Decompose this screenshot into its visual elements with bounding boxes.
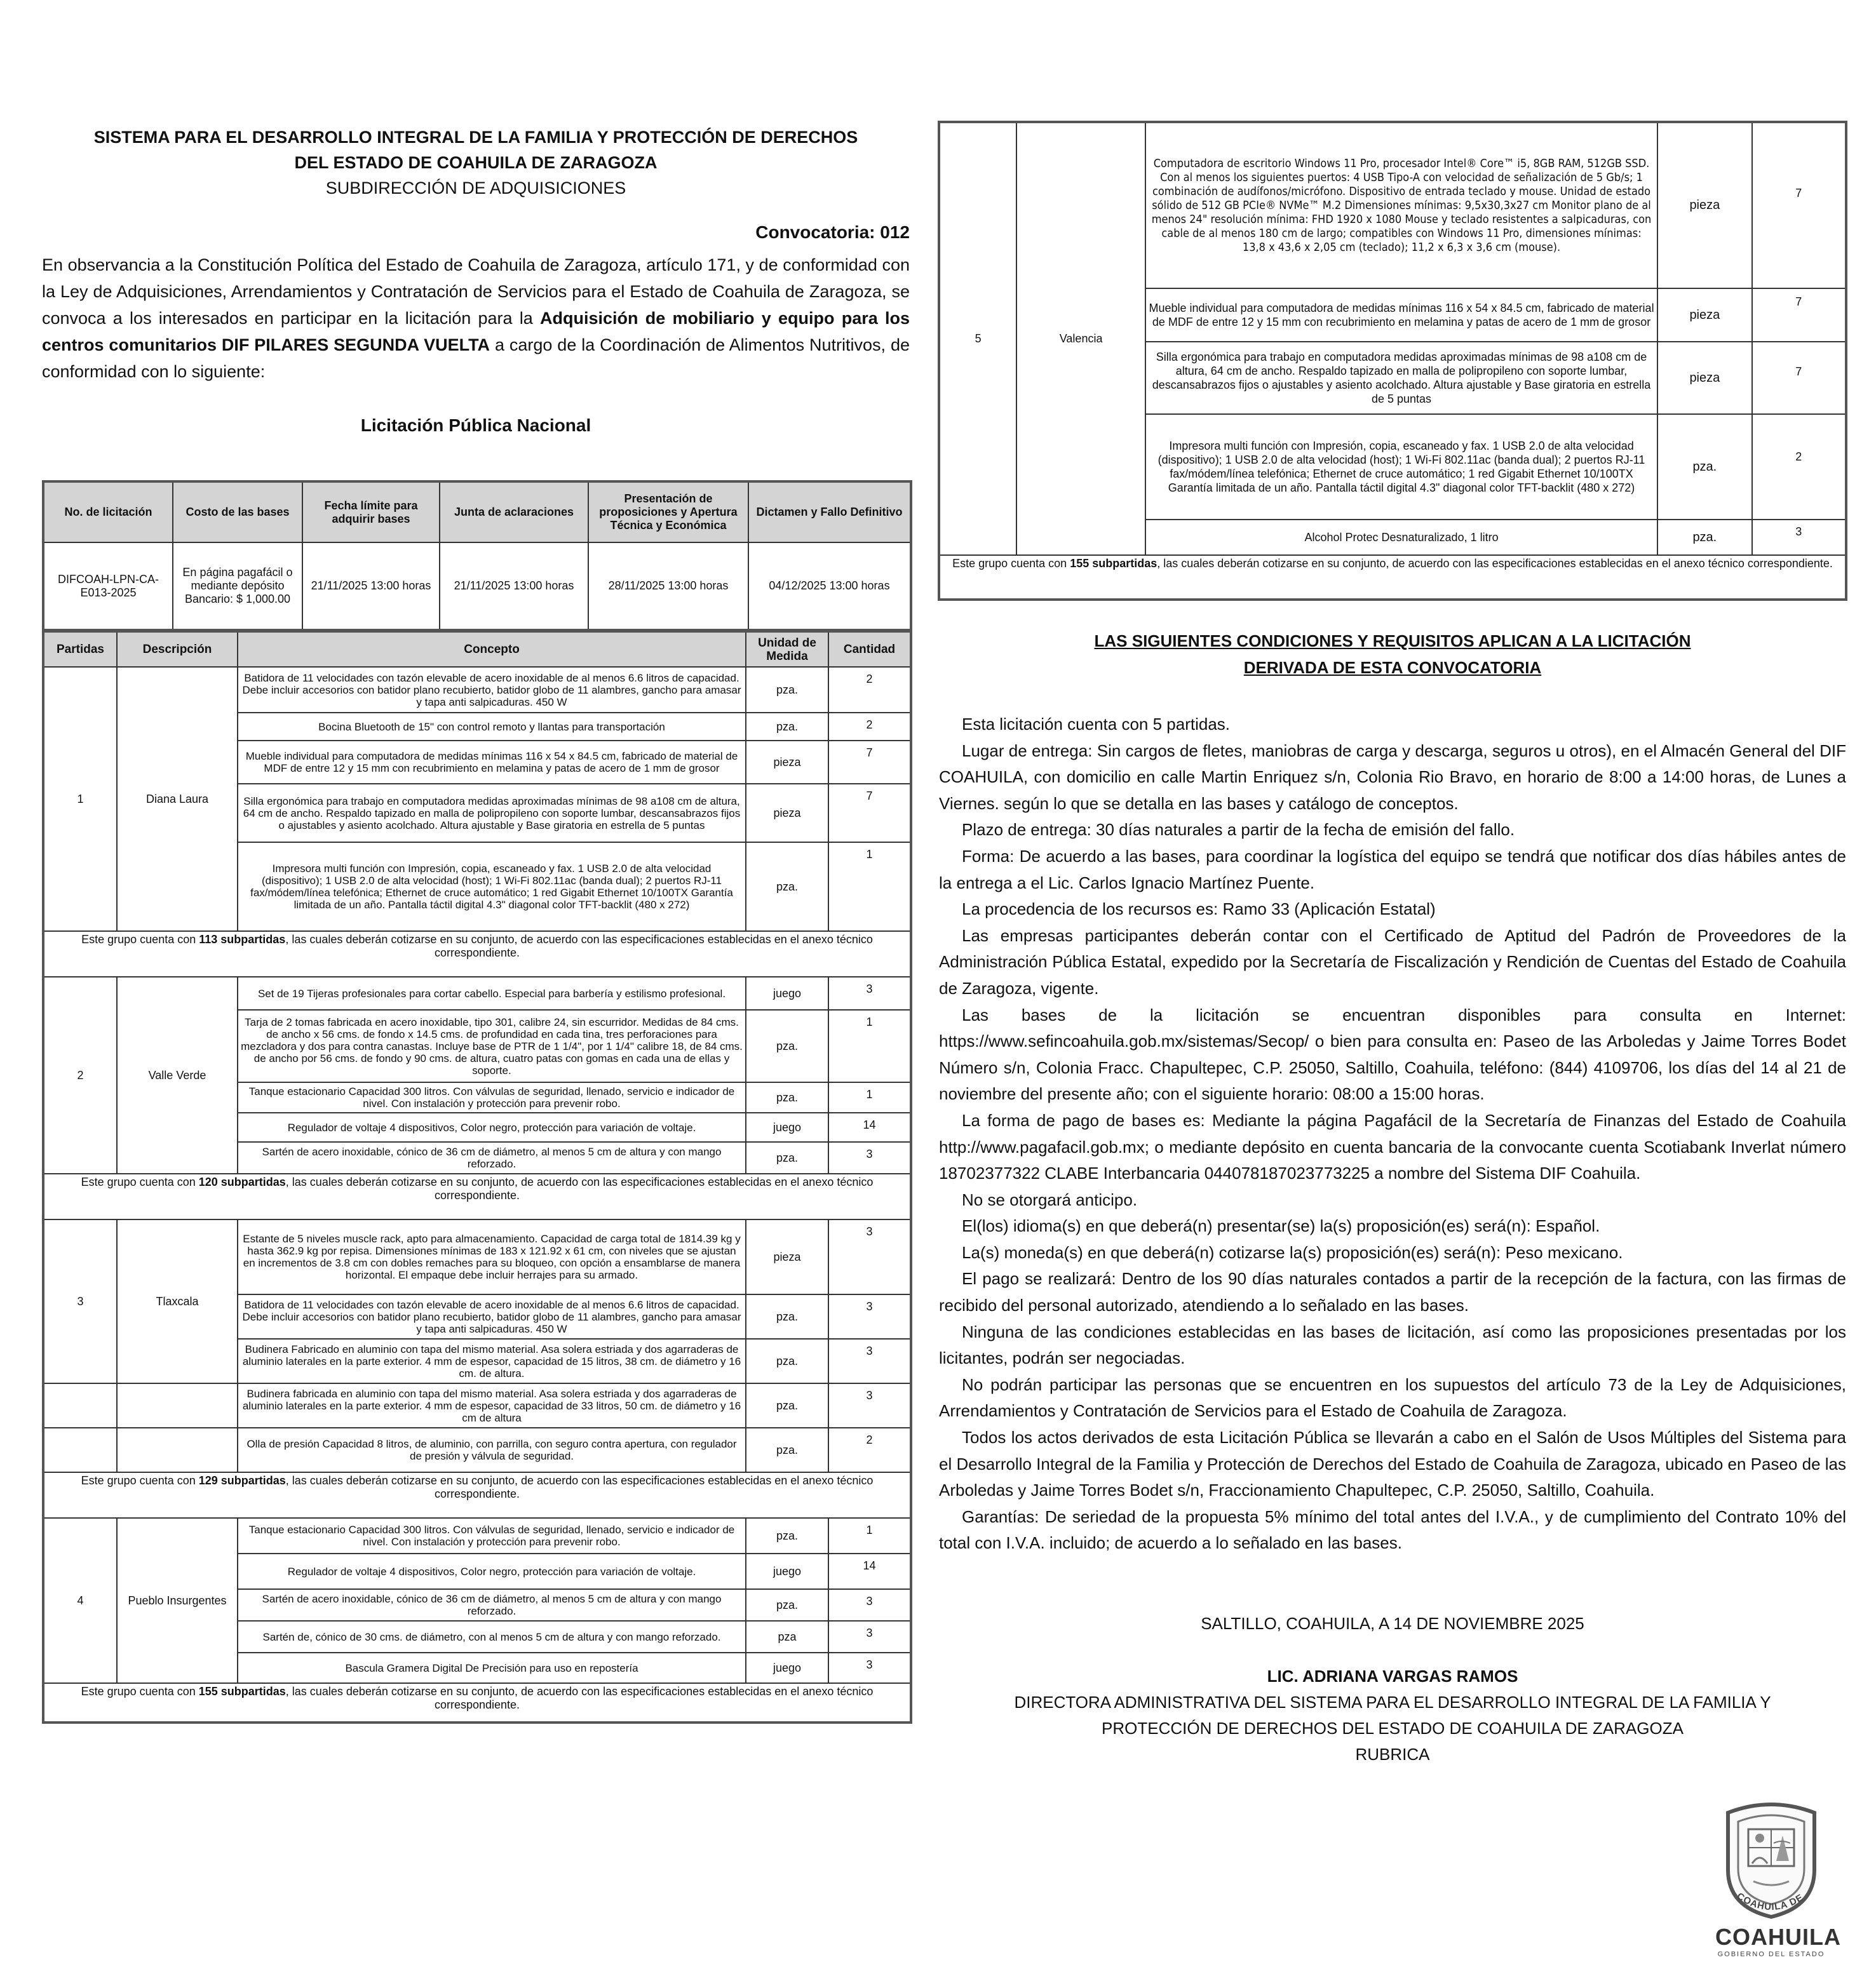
- quantity-cell: 3: [828, 1142, 911, 1174]
- note-text: , las cuales deberán cotizarse en su conjunto, de acuerdo con las especificaciones establecidas en el anexo técnico correspondiente.: [285, 1176, 874, 1202]
- unit-cell: pza.: [746, 1589, 828, 1621]
- partida-description: Valle Verde: [117, 977, 238, 1174]
- concept-cell: Mueble individual para computadora de medidas mínimas 116 x 54 x 84.5 cm, fabricado de material de MDF de entre 12 y 15 mm con recubrimiento en melamina y patas de acero de 1 mm de grosor: [238, 741, 746, 784]
- unit-cell: pieza: [1657, 288, 1751, 342]
- empty-cell: [117, 1428, 238, 1472]
- concept-cell: Impresora multi función con Impresión, copia, escaneado y fax. 1 USB 2.0 de alta velocidad (dispositivo); 1 USB 2.0 de alta velocidad (host); 1 Wi-Fi 802.11ac (banda dual); 2 puertos RJ-11 fax/módem/línea telefónica; Ethernet de cruce automático; 1 red Gigabit Ethernet 10/100TX Garantía limitada de un año. Pantalla táctil digital 4.3" diagonal color TFT-backlit (480 x 272): [238, 842, 746, 931]
- empty-cell: [43, 1428, 117, 1472]
- condition-paragraph: Lugar de entrega: Sin cargos de fletes, maniobras de carga y descarga, seguros u otros), en el Almacén General del DIF COAHUILA, con domicilio en calle Martin Enriquez s/n, Colonia Rio Bravo, en horario de 8:00 a 14:00 horas, de Lunes a Viernes. según lo que se detalla en las bases y catálogo de conceptos.: [939, 741, 1846, 813]
- quantity-cell: 3: [828, 1339, 911, 1383]
- partida-description: Tlaxcala: [117, 1219, 238, 1383]
- condition-paragraph: El(los) idioma(s) en que deberá(n) presentar(se) la(s) proposición(es) será(n): Español.: [962, 1216, 1600, 1236]
- concept-cell: Alcohol Protec Desnaturalizado, 1 litro: [1145, 520, 1657, 555]
- note-text: Este grupo cuenta con: [81, 933, 199, 946]
- licitacion-data-row: [43, 542, 911, 630]
- group-note-row: [43, 1683, 911, 1723]
- concept-cell: Silla ergonómica para trabajo en computadora medidas aproximadas mínimas de 98 a108 cm de altura, 64 cm de ancho. Respaldo tapizado en malla de polipropileno con soporte lumbar, descansabrazos fijos o ajustables y asiento acolchado. Altura ajustable y Base giratoria en estrella de 5 puntas: [1145, 342, 1657, 414]
- concept-cell: Set de 19 Tijeras profesionales para cortar cabello. Especial para barbería y estilismo profesional.: [238, 977, 746, 1010]
- conditions-title-line2: DERIVADA DE ESTA CONVOCATORIA: [1243, 658, 1542, 677]
- note-subpartidas: 113 subpartidas: [199, 933, 286, 946]
- concept-cell: Regulador de voltaje 4 dispositivos, Color negro, protección para variación de voltaje.: [238, 1113, 746, 1142]
- place-date: SALTILLO, COAHUILA, A 14 DE NOVIEMBRE 2025: [1201, 1614, 1584, 1633]
- col-header: Fecha límite para adquirir bases: [302, 481, 440, 542]
- note-subpartidas: 155 subpartidas: [198, 1685, 286, 1698]
- partida-description: Valencia: [1016, 122, 1145, 555]
- condition-paragraph: Todos los actos derivados de esta Licitación Pública se llevarán a cabo en el Salón de Usos Múltiples del Sistema para el Desarrollo Integral de la Familia y Protección de Derechos del Estado de Coahuila de Zaragoza, ubicado en Paseo de las Arboledas y Jaime Torres Bodet s/n, Fraccionamiento Chapultepec, C.P. 25050, Saltillo, Coahuila.: [939, 1428, 1846, 1500]
- concept-cell: Olla de presión Capacidad 8 litros, de aluminio, con parrilla, con seguro contra apertura, con regulador de presión y válvula de seguridad.: [238, 1428, 746, 1472]
- unit-cell: pza.: [746, 1142, 828, 1174]
- rubrica: RUBRICA: [1355, 1745, 1430, 1764]
- unit-cell: pieza: [1657, 342, 1751, 414]
- quantity-cell: 7: [1752, 122, 1846, 288]
- partida-number: 2: [43, 977, 117, 1174]
- coahuila-logo: [1715, 1800, 1841, 1965]
- table-row: [43, 1383, 911, 1428]
- concept-cell: Bocina Bluetooth de 15" con control remoto y llantas para transportación: [238, 713, 746, 741]
- group-note: [43, 1683, 911, 1723]
- table-row: [43, 977, 911, 1010]
- quantity-cell: 3: [828, 1294, 911, 1339]
- concept-cell: Batidora de 11 velocidades con tazón elevable de acero inoxidable de al menos 6.6 litros de capacidad. Debe incluir accesorios con batidor plano recubierto, batidor globo de 11 alambres, gancho para amasar y tapa anti salpicaduras. 450 W: [238, 1294, 746, 1339]
- signer-role-line2: PROTECCIÓN DE DERECHOS DEL ESTADO DE COAHUILA DE ZARAGOZA: [1102, 1719, 1684, 1738]
- col-header: Cantidad: [828, 631, 911, 667]
- partida-description: Pueblo Insurgentes: [117, 1518, 238, 1683]
- quantity-cell: 3: [828, 1621, 911, 1653]
- empty-cell: [43, 1383, 117, 1428]
- unit-cell: pza.: [746, 1383, 828, 1428]
- concept-cell: Computadora de escritorio Windows 11 Pro, procesador Intel® Core™ i5, 8GB RAM, 512GB SSD. Con al menos los siguientes puertos: 4 USB Tipo-A con velocidad de señalización de 5 Gb/s; 1 combinación de audífonos/micrófono. Dispositivo de entrada teclado y mouse. Unidad de estado sólido de 512 GB PCIe® NVMe™ M.2 Dimensiones mínimas: 9,5x30,3x27 cm Monitor plano de al menos 24" resolución mínima: FHD 1920 x 1080 Mouse y teclado resistentes a salpicaduras, con cable de al menos 180 cm de largo; compatibles con Windows 11 Pro, dimensiones mínimas: 13,8 x 43,6 x 2,05 cm (teclado); 11,2 x 6,3 x 3,6 cm (mouse).: [1145, 122, 1657, 288]
- group-note-row: [43, 931, 911, 977]
- unit-cell: pza.: [746, 1082, 828, 1113]
- quantity-cell: 3: [828, 1653, 911, 1683]
- quantity-cell: 14: [828, 1113, 911, 1142]
- quantity-cell: 14: [828, 1554, 911, 1589]
- quantity-cell: 1: [828, 1518, 911, 1554]
- group-note-row: [939, 555, 1846, 600]
- quantity-cell: 7: [1752, 342, 1846, 414]
- unit-cell: pieza: [746, 1219, 828, 1294]
- condition-paragraph: Ninguna de las condiciones establecidas en las bases de licitación, así como las proposiciones presentadas por los licitantes, podrán ser negociadas.: [939, 1322, 1846, 1368]
- table-row: [939, 122, 1846, 288]
- ruling-date: 04/12/2025 13:00 horas: [748, 542, 911, 630]
- licitacion-number: DIFCOAH-LPN-CA-E013-2025: [43, 542, 173, 630]
- col-header: Costo de las bases: [173, 481, 302, 542]
- partida-5-table: [938, 121, 1847, 601]
- unit-cell: pieza: [746, 784, 828, 842]
- concept-cell: Budinera Fabricado en aluminio con tapa del mismo material. Asa solera estriada y dos agarraderas de aluminio laterales en la parte exterior. 4 mm de espesor, capacidad de 15 litros, 38 cm. de diámetro y 16 cm. de altura.: [238, 1339, 746, 1383]
- unit-cell: pieza: [1657, 122, 1751, 288]
- condition-paragraph: Forma: De acuerdo a las bases, para coordinar la logística del equipo se tendrá que notificar dos días hábiles antes de la entrega a el Lic. Carlos Ignacio Martínez Puente.: [939, 846, 1846, 892]
- unit-cell: juego: [746, 1554, 828, 1589]
- condition-paragraph: La forma de pago de bases es: Mediante la página Pagafácil de la Secretaría de Finanzas del Estado de Coahuila http://www.pagafacil.gob.mx; o mediante depósito en cuenta bancaria de la convocante cuenta Scotiabank Inverlat número 18702377322 CLABE Interbancaria 044078187023773225 a nombre del Sistema DIF Coahuila.: [939, 1110, 1846, 1183]
- intro-paragraph: [42, 252, 910, 385]
- clarifications-date: 21/11/2025 13:00 horas: [440, 542, 588, 630]
- convocatoria-number: Convocatoria: 012: [755, 222, 910, 242]
- condition-paragraph: El pago se realizará: Dentro de los 90 días naturales contados a partir de la recepción de la factura, con las firmas de recibido del personal autorizado, atendiendo a lo señalado en las bases.: [939, 1269, 1846, 1315]
- logo-arc-text: COAHUILA DE: [1734, 1890, 1805, 1913]
- table-row: [43, 1518, 911, 1554]
- left-header: [42, 124, 910, 438]
- concept-cell: Tanque estacionario Capacidad 300 litros. Con válvulas de seguridad, llenado, servicio e indicador de nivel. Con instalación y protección para prevenir robo.: [238, 1518, 746, 1554]
- condition-paragraph: No podrán participar las personas que se encuentren en los supuestos del artículo 73 de la Ley de Adquisiciones, Arrendamientos y Contratación de Servicios para el Estado de Coahuila de Zaragoza.: [939, 1374, 1846, 1421]
- concept-cell: Budinera fabricada en aluminio con tapa del mismo material. Asa solera estriada y dos agarraderas de aluminio laterales en la parte exterior. 4 mm de espesor, capacidad de 33 litros, 50 cm. de diámetro y 16 cm de altura: [238, 1383, 746, 1428]
- quantity-cell: 2: [1752, 414, 1846, 520]
- intro-text-2: a cargo de la Coordinación de Alimentos Nutritivos, de conformidad con lo siguiente:: [42, 335, 910, 381]
- intro-text-bold: Adquisición de mobiliario y equipo para los centros comunitarios DIF PILARES SEGUNDA VUELTA: [42, 309, 910, 354]
- concept-cell: Sartén de acero inoxidable, cónico de 36 cm de diámetro, al menos 5 cm de altura y con mango reforzado.: [238, 1589, 746, 1621]
- quantity-cell: 7: [828, 741, 911, 784]
- col-header: Unidad de Medida: [746, 631, 828, 667]
- partida-number: 4: [43, 1518, 117, 1683]
- condition-paragraph: Esta licitación cuenta con 5 partidas.: [962, 715, 1231, 734]
- quantity-cell: 3: [1752, 520, 1846, 555]
- concept-cell: Estante de 5 niveles muscle rack, apto para almacenamiento. Capacidad de carga total de 1814.39 kg y hasta 362.9 kg por repisa. Dimensiones mínimas de 183 x 121.92 x 61 cm, con niveles que se ajustan en incrementos de 3.8 cm con dobles remaches para su bloqueo, con opción a ensamblarse de manera horizontal. El empaque debe incluir herrajes para su armado.: [238, 1219, 746, 1294]
- note-text: Este grupo cuenta con: [81, 1685, 199, 1698]
- col-header: Partidas: [43, 631, 117, 667]
- condition-paragraph: Garantías: De seriedad de la propuesta 5% mínimo del total antes del I.V.A., y de cumplimiento del Contrato 10% del total con I.V.A. incluido; de acuerdo a lo señalado en las bases.: [939, 1507, 1846, 1553]
- condition-paragraph: Las bases de la licitación se encuentran disponibles para consulta en Internet: https://www.sefincoahuila.gob.mx/sistemas/Secop/ o bien para consulta en: Paseo de las Arboledas y Jaime Torres Bodet Número s/n, Colonia Fracc. Chapultepec, C.P. 25050, Saltillo, Coahuila, teléfono: (844) 4109706, los días del 14 al 21 de noviembre del presente año; con el siguiente horario: 08:00 a 15:00 horas.: [939, 1005, 1846, 1104]
- unit-cell: pza.: [746, 713, 828, 741]
- logo-name: COAHUILA: [1715, 1924, 1841, 1950]
- quantity-cell: 3: [828, 1589, 911, 1621]
- unit-cell: juego: [746, 1113, 828, 1142]
- partidas-header-row: [43, 631, 911, 667]
- partida-number: 1: [43, 667, 117, 931]
- group-note: [43, 931, 911, 977]
- concept-cell: Sartén de acero inoxidable, cónico de 36 cm de diámetro, al menos 5 cm de altura y con mango reforzado.: [238, 1142, 746, 1174]
- group-note-row: [43, 1472, 911, 1518]
- note-subpartidas: 120 subpartidas: [198, 1176, 286, 1188]
- unit-cell: pza.: [746, 1339, 828, 1383]
- partida-description: Diana Laura: [117, 667, 238, 931]
- unit-cell: pza.: [746, 1294, 828, 1339]
- group-note: [43, 1472, 911, 1518]
- note-text: Este grupo cuenta con: [952, 557, 1070, 570]
- signer-name: LIC. ADRIANA VARGAS RAMOS: [1267, 1667, 1518, 1686]
- table-row: [43, 1219, 911, 1294]
- quantity-cell: 7: [828, 784, 911, 842]
- group-note: [939, 555, 1846, 600]
- col-header: No. de licitación: [43, 481, 173, 542]
- quantity-cell: 1: [828, 842, 911, 931]
- signer-role-line1: DIRECTORA ADMINISTRATIVA DEL SISTEMA PARA EL DESARROLLO INTEGRAL DE LA FAMILIA Y: [1014, 1693, 1771, 1712]
- licitacion-title: Licitación Pública Nacional: [360, 415, 591, 435]
- condition-paragraph: Las empresas participantes deberán contar con el Certificado de Aptitud del Padrón de Proveedores de la Administración Pública Estatal, expedido por la Secretaría de Fiscalización y Rendición de Cuentas del Estado de Coahuila de Zaragoza, vigente.: [939, 925, 1846, 998]
- unit-cell: pza.: [746, 1010, 828, 1082]
- unit-cell: pza.: [746, 842, 828, 931]
- empty-cell: [117, 1383, 238, 1428]
- note-text: Este grupo cuenta con: [81, 1474, 199, 1487]
- note-text: , las cuales deberán cotizarse en su conjunto, de acuerdo con las especificaciones establecidas en el anexo técnico correspondiente.: [285, 1685, 874, 1711]
- subdireccion-title: SUBDIRECCIÓN DE ADQUISICIONES: [325, 178, 626, 198]
- partida-number: 5: [939, 122, 1016, 555]
- quantity-cell: 2: [828, 1428, 911, 1472]
- org-title-line2: DEL ESTADO DE COAHUILA DE ZARAGOZA: [294, 153, 658, 172]
- concept-cell: Tanque estacionario Capacidad 300 litros. Con válvulas de seguridad, llenado, servicio e indicador de nivel. Con instalación y protección para prevenir robo.: [238, 1082, 746, 1113]
- concept-cell: Batidora de 11 velocidades con tazón elevable de acero inoxidable de al menos 6.6 litros de capacidad. Debe incluir accesorios con batidor plano recubierto, batidor globo de 11 alambres, gancho para amasar y tapa anti salpicaduras. 450 W: [238, 667, 746, 713]
- quantity-cell: 2: [828, 713, 911, 741]
- proposals-date: 28/11/2025 13:00 horas: [588, 542, 748, 630]
- note-subpartidas: 155 subpartidas: [1070, 557, 1157, 570]
- partida-number: 3: [43, 1219, 117, 1383]
- org-title-line1: SISTEMA PARA EL DESARROLLO INTEGRAL DE LA FAMILIA Y PROTECCIÓN DE DERECHOS: [93, 128, 858, 147]
- unit-cell: pza: [746, 1621, 828, 1653]
- note-text: , las cuales deberán cotizarse en su conjunto, de acuerdo con las especificaciones establecidas en el anexo técnico correspondiente.: [285, 1474, 874, 1500]
- conditions-body: [939, 711, 1846, 1557]
- quantity-cell: 3: [828, 1219, 911, 1294]
- col-header: Concepto: [238, 631, 746, 667]
- quantity-cell: 1: [828, 1082, 911, 1113]
- intro-text-1: En observancia a la Constitución Política del Estado de Coahuila de Zaragoza, artículo 171, y de conformidad con la Ley de Adquisiciones, Arrendamientos y Contratación de Servicios para el Estado de Coahuila de Zaragoza, se convoca a los interesados en participar en la licitación para la: [42, 255, 910, 328]
- logo-subtitle: GOBIERNO DEL ESTADO: [1717, 1951, 1825, 1958]
- unit-cell: pieza: [746, 741, 828, 784]
- concept-cell: Sartén de, cónico de 30 cms. de diámetro, con al menos 5 cm de altura y con mango reforzado.: [238, 1621, 746, 1653]
- condition-paragraph: Plazo de entrega: 30 días naturales a partir de la fecha de emisión del fallo.: [962, 820, 1515, 840]
- note-subpartidas: 129 subpartidas: [198, 1474, 286, 1487]
- concept-cell: Regulador de voltaje 4 dispositivos, Color negro, protección para variación de voltaje.: [238, 1554, 746, 1589]
- col-header: Junta de aclaraciones: [440, 481, 588, 542]
- unit-cell: juego: [746, 977, 828, 1010]
- unit-cell: juego: [746, 1653, 828, 1683]
- licitacion-header-row: [43, 481, 911, 542]
- concept-cell: Silla ergonómica para trabajo en computadora medidas aproximadas mínimas de 98 a108 cm de altura, 64 cm de ancho. Respaldo tapizado en malla de polipropileno con soporte lumbar, descansabrazos fijos o ajustables y asiento acolchado. Altura ajustable y Base giratoria en estrella de 5 puntas: [238, 784, 746, 842]
- concept-cell: Mueble individual para computadora de medidas mínimas 116 x 54 x 84.5 cm, fabricado de material de MDF de entre 12 y 15 mm con recubrimiento en melamina y patas de acero de 1 mm de grosor: [1145, 288, 1657, 342]
- coat-of-arms-icon: [1715, 1800, 1827, 1921]
- condition-paragraph: No se otorgará anticipo.: [962, 1190, 1138, 1209]
- quantity-cell: 3: [828, 1383, 911, 1428]
- bases-deadline: 21/11/2025 13:00 horas: [302, 542, 440, 630]
- col-header: Descripción: [117, 631, 238, 667]
- concept-cell: Tarja de 2 tomas fabricada en acero inoxidable, tipo 301, calibre 24, sin escurridor. Medidas de 84 cms. de ancho x 56 cms. de fondo x 14.5 cms. de profundidad en cada tina, tres perforaciones para mezcladora y dos para contra canastas. Incluye base de PTR de 1 1/4", por 1 1/4" calibre 18, de 84 cms. de ancho por 56 cms. de fondo y 90 cms. de altura, cuatro patas con gomas en cada una de ellas y soporte.: [238, 1010, 746, 1082]
- concept-cell: Impresora multi función con Impresión, copia, escaneado y fax. 1 USB 2.0 de alta velocidad (dispositivo); 1 USB 2.0 de alta velocidad (host); 1 Wi-Fi 802.11ac (banda dual); 2 puertos RJ-11 fax/módem/línea telefónica; Ethernet de cruce automático; 1 red Gigabit Ethernet 10/100TX Garantía limitada de un año. Pantalla táctil digital 4.3" diagonal color TFT-backlit (480 x 272): [1145, 414, 1657, 520]
- note-text: , las cuales deberán cotizarse en su conjunto, de acuerdo con las especificaciones establecidas en el anexo técnico correspondiente.: [1157, 557, 1833, 570]
- condition-paragraph: La procedencia de los recursos es: Ramo 33 (Aplicación Estatal): [962, 899, 1436, 919]
- table-row: [43, 667, 911, 713]
- unit-cell: pza.: [1657, 520, 1751, 555]
- col-header: Dictamen y Fallo Definitivo: [748, 481, 911, 542]
- partidas-table: [42, 630, 912, 1724]
- unit-cell: pza.: [746, 1428, 828, 1472]
- concept-cell: Bascula Gramera Digital De Precisión para uso en repostería: [238, 1653, 746, 1683]
- conditions-title-line1: LAS SIGUIENTES CONDICIONES Y REQUISITOS APLICAN A LA LICITACIÓN: [1094, 631, 1691, 650]
- quantity-cell: 1: [828, 1010, 911, 1082]
- group-note-row: [43, 1174, 911, 1219]
- group-note: [43, 1174, 911, 1219]
- conditions-section: [939, 628, 1846, 1557]
- quantity-cell: 7: [1752, 288, 1846, 342]
- signature-block: [939, 1611, 1846, 1768]
- licitacion-table: [42, 480, 912, 631]
- condition-paragraph: La(s) moneda(s) en que deberá(n) cotizarse la(s) proposición(es) será(n): Peso mexicano.: [962, 1242, 1623, 1262]
- unit-cell: pza.: [746, 1518, 828, 1554]
- quantity-cell: 2: [828, 667, 911, 713]
- table-row: [43, 1428, 911, 1472]
- bases-cost: En página pagafácil o mediante depósito Bancario: $ 1,000.00: [173, 542, 302, 630]
- note-text: , las cuales deberán cotizarse en su conjunto, de acuerdo con las especificaciones establecidas en el anexo técnico correspondiente.: [285, 933, 873, 959]
- note-text: Este grupo cuenta con: [81, 1176, 199, 1188]
- unit-cell: pza.: [1657, 414, 1751, 520]
- col-header: Presentación de proposiciones y Apertura Técnica y Económica: [588, 481, 748, 542]
- unit-cell: pza.: [746, 667, 828, 713]
- quantity-cell: 3: [828, 977, 911, 1010]
